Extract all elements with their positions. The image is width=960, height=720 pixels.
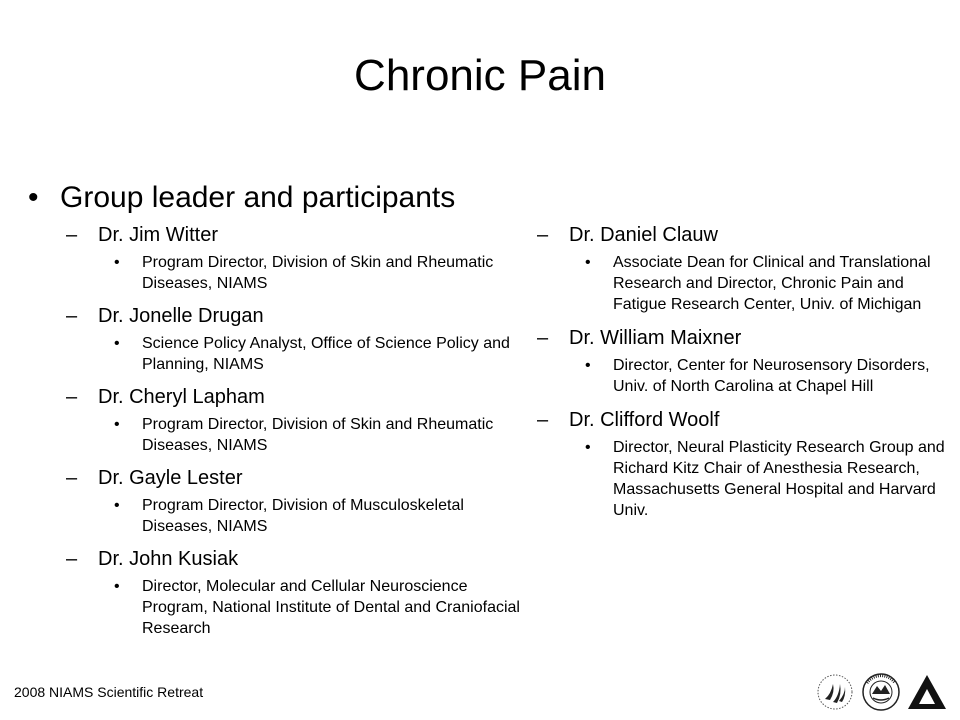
- dash-marker: –: [66, 305, 78, 327]
- bullet-dot: •: [585, 254, 591, 271]
- dash-marker: –: [66, 224, 78, 246]
- sponsor-logos: [815, 672, 947, 712]
- participant-description: • Director, Neural Plasticity Research Group and Richard Kitz Chair of Anesthesia Research, Massachusetts General Hospital and Harvard Univ.: [585, 439, 945, 519]
- dash-marker: –: [537, 409, 549, 431]
- bullet-dot: •: [114, 416, 120, 433]
- participant-entry: [66, 222, 536, 294]
- participant-entry: [66, 546, 536, 639]
- main-bullet-text: Group leader and participants: [60, 181, 456, 214]
- participant-description: • Science Policy Analyst, Office of Science Policy and Planning, NIAMS: [114, 335, 510, 373]
- participant-name: – Dr. Clifford Woolf: [537, 409, 720, 431]
- participant-description: • Associate Dean for Clinical and Translational Research and Director, Chronic Pain and Fatigue Research Center, Univ. of Michigan: [585, 254, 931, 313]
- participant-entry: [537, 222, 947, 315]
- nih-logo-icon: [863, 674, 899, 710]
- participant-name: – Dr. William Maixner: [537, 327, 742, 349]
- bullet-dot: •: [114, 254, 120, 271]
- dash-marker: –: [66, 467, 78, 489]
- participant-entry: [66, 303, 536, 375]
- participant-description: • Director, Molecular and Cellular Neuroscience Program, National Institute of Dental and Craniofacial Research: [114, 578, 520, 637]
- dash-marker: –: [66, 548, 78, 570]
- slide-title: Chronic Pain: [354, 51, 606, 100]
- participant-name: – Dr. Jonelle Drugan: [66, 305, 264, 327]
- bullet-dot: •: [114, 578, 120, 595]
- hhs-logo-icon: [818, 675, 852, 709]
- participant-name: – Dr. Daniel Clauw: [537, 224, 718, 246]
- left-column: [66, 222, 536, 648]
- participant-name: – Dr. John Kusiak: [66, 548, 239, 570]
- participant-name: – Dr. Gayle Lester: [66, 467, 243, 489]
- bullet-dot: •: [114, 497, 120, 514]
- participant-entry: [537, 407, 947, 521]
- bullet-dot: •: [585, 357, 591, 374]
- niams-logo-icon: [908, 675, 946, 709]
- participant-entry: [537, 325, 947, 397]
- participant-entry: [66, 465, 536, 537]
- participant-description: • Program Director, Division of Musculoskeletal Diseases, NIAMS: [114, 497, 464, 535]
- right-column: [537, 222, 947, 531]
- dash-marker: –: [66, 386, 78, 408]
- participant-description: • Program Director, Division of Skin and Rheumatic Diseases, NIAMS: [114, 416, 494, 454]
- participant-description: • Director, Center for Neurosensory Disorders, Univ. of North Carolina at Chapel Hill: [585, 357, 930, 395]
- footer-text: 2008 NIAMS Scientific Retreat: [14, 684, 204, 700]
- participant-entry: [66, 384, 536, 456]
- dash-marker: –: [537, 327, 549, 349]
- bullet-dot: •: [114, 335, 120, 352]
- bullet-dot: •: [585, 439, 591, 456]
- bullet-dot: •: [28, 181, 39, 214]
- main-bullet: [28, 178, 455, 218]
- participant-name: – Dr. Cheryl Lapham: [66, 386, 265, 408]
- participant-description: • Program Director, Division of Skin and Rheumatic Diseases, NIAMS: [114, 254, 494, 292]
- dash-marker: –: [537, 224, 549, 246]
- participant-name: – Dr. Jim Witter: [66, 224, 218, 246]
